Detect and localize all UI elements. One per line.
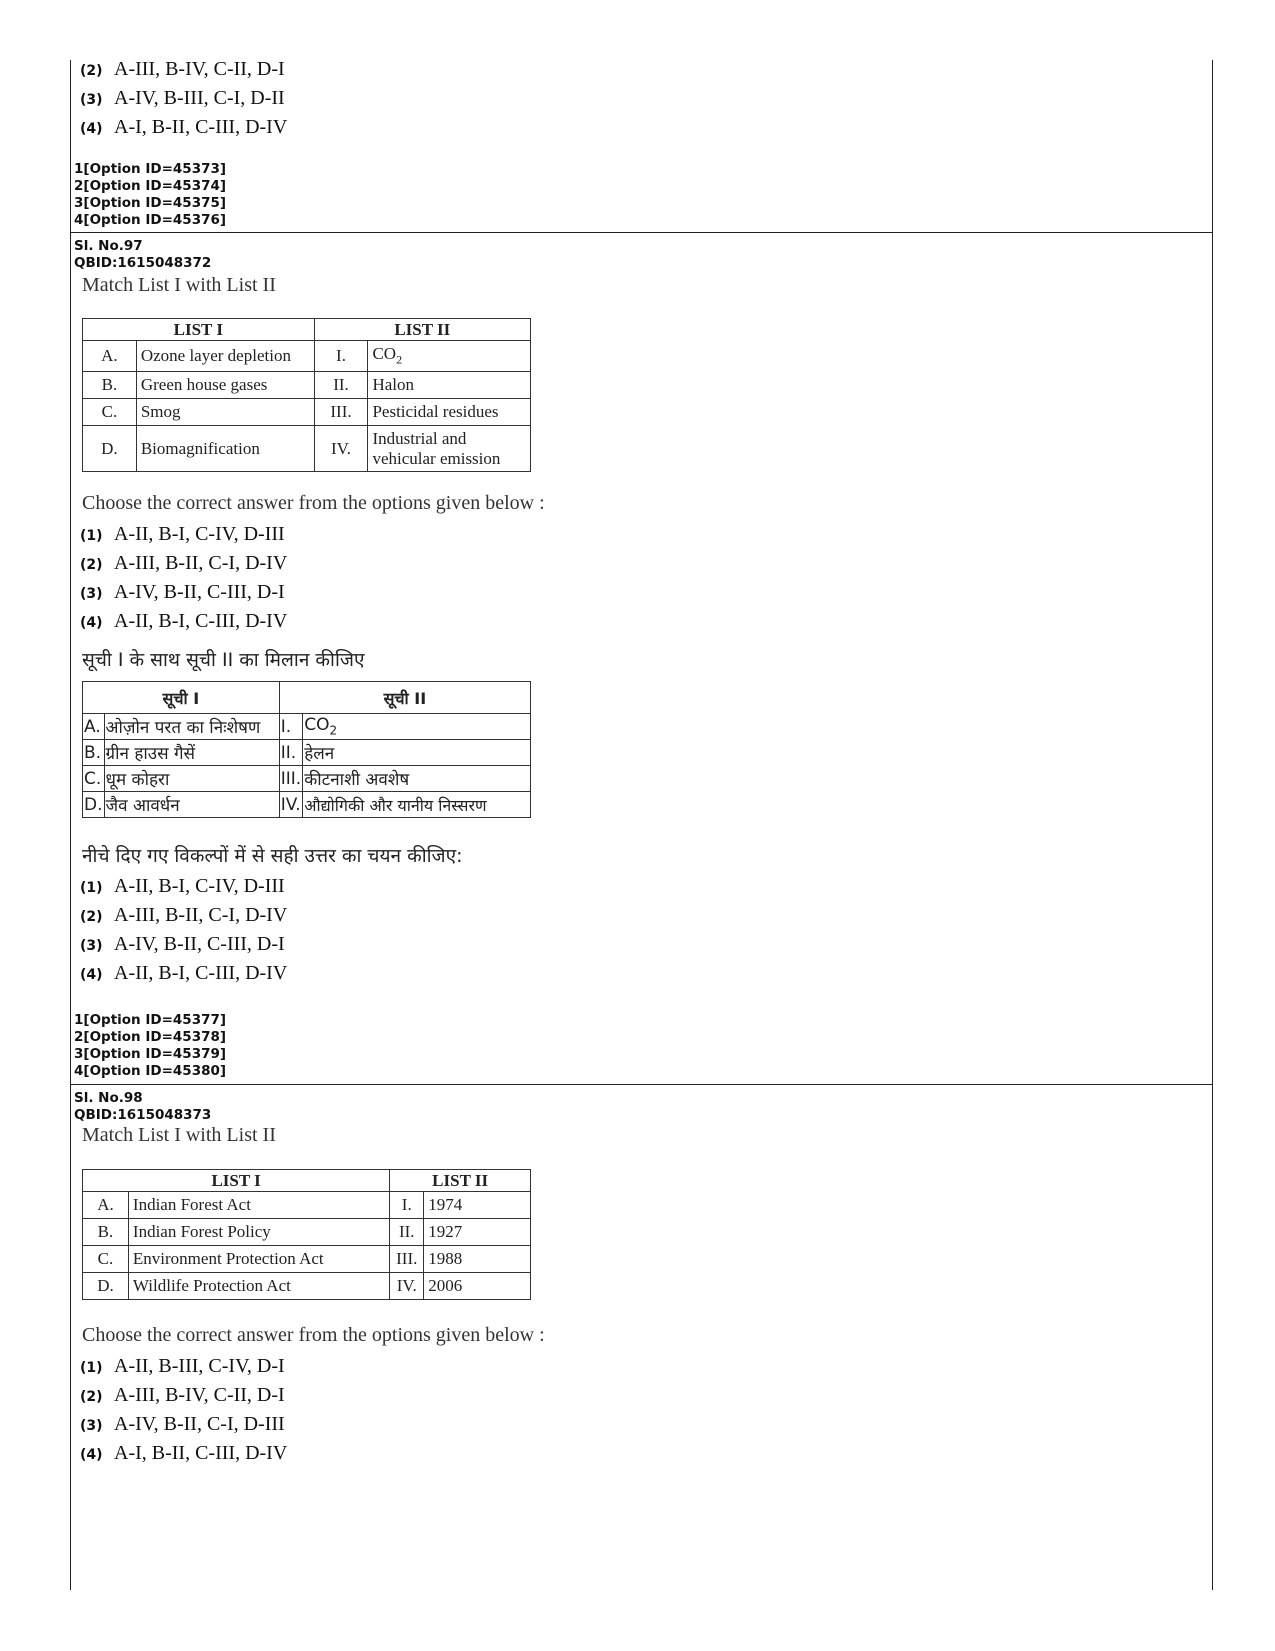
option-2: (2) A-III, B-IV, C-II, D-I — [80, 1384, 285, 1406]
option-2: (2) A-III, B-IV, C-II, D-I — [80, 58, 285, 80]
hindi-option-4: (4) A-II, B-I, C-III, D-IV — [80, 962, 288, 984]
question-separator — [70, 1084, 1213, 1085]
choose-instruction: Choose the correct answer from the options given below : — [82, 492, 545, 514]
choose-instruction: Choose the correct answer from the options given below : — [82, 1324, 545, 1346]
option-id-list: 1[Option ID=45377] 2[Option ID=45378] 3[Option ID=45379] 4[Option ID=45380] — [74, 1012, 227, 1079]
question-prompt: Match List I with List II — [82, 274, 276, 296]
option-3: (3) A-IV, B-II, C-I, D-III — [80, 1413, 285, 1435]
hindi-choose-instruction: नीचे दिए गए विकल्पों में से सही उत्तर का चयन कीजिए: — [82, 845, 463, 867]
question-header: Sl. No.97 QBID:1615048372 — [74, 238, 212, 271]
option-3: (3) A-IV, B-III, C-I, D-II — [80, 87, 285, 109]
hindi-list1-header: सूची I — [83, 682, 280, 714]
question-prompt: Match List I with List II — [82, 1124, 276, 1146]
match-table: LIST I LIST II A. Ozone layer depletion I. $CO_2$ B. Green house gases II. Halon C. Smog III. Pesticidal residues D. Biomagnification IV. Industrial and vehicular emission — [82, 318, 531, 472]
list2-header: LIST II — [314, 319, 530, 341]
option-4: (4) A-I, B-II, C-III, D-IV — [80, 1442, 288, 1464]
hindi-option-1: (1) A-II, B-I, C-IV, D-III — [80, 875, 285, 897]
hindi-option-3: (3) A-IV, B-II, C-III, D-I — [80, 933, 285, 955]
question-separator — [70, 232, 1213, 233]
question-header: Sl. No.98 QBID:1615048373 — [74, 1090, 212, 1123]
option-2: (2) A-III, B-II, C-I, D-IV — [80, 552, 288, 574]
hindi-match-table: सूची I सूची II A. ओज़ोन परत का निःशेषण I. $CO_2$ B. ग्रीन हाउस गैसें II. हेलन C. धूम कोहरा III. कीटनाशी अवशेष D. जैव आवर्धन IV. औद्योगिकी और यानीय निस्सरण — [82, 681, 531, 818]
option-3: (3) A-IV, B-II, C-III, D-I — [80, 581, 285, 603]
option-4: (4) A-II, B-I, C-III, D-IV — [80, 610, 288, 632]
list1-header: LIST I — [83, 1170, 390, 1192]
hindi-list2-header: सूची II — [279, 682, 530, 714]
hindi-question-prompt: सूची I के साथ सूची II का मिलान कीजिए — [82, 649, 365, 671]
list1-header: LIST I — [83, 319, 315, 341]
option-id-list: 1[Option ID=45373] 2[Option ID=45374] 3[Option ID=45375] 4[Option ID=45376] — [74, 161, 227, 228]
match-table: LIST I LIST II A. Indian Forest Act I. 1974 B. Indian Forest Policy II. 1927 C. Environment Protection Act III. 1988 D. Wildlife Protection Act IV. 2006 — [82, 1169, 531, 1300]
option-1: (1) A-II, B-I, C-IV, D-III — [80, 523, 285, 545]
option-1: (1) A-II, B-III, C-IV, D-I — [80, 1355, 285, 1377]
list2-header: LIST II — [390, 1170, 531, 1192]
option-4: (4) A-I, B-II, C-III, D-IV — [80, 116, 288, 138]
hindi-option-2: (2) A-III, B-II, C-I, D-IV — [80, 904, 288, 926]
